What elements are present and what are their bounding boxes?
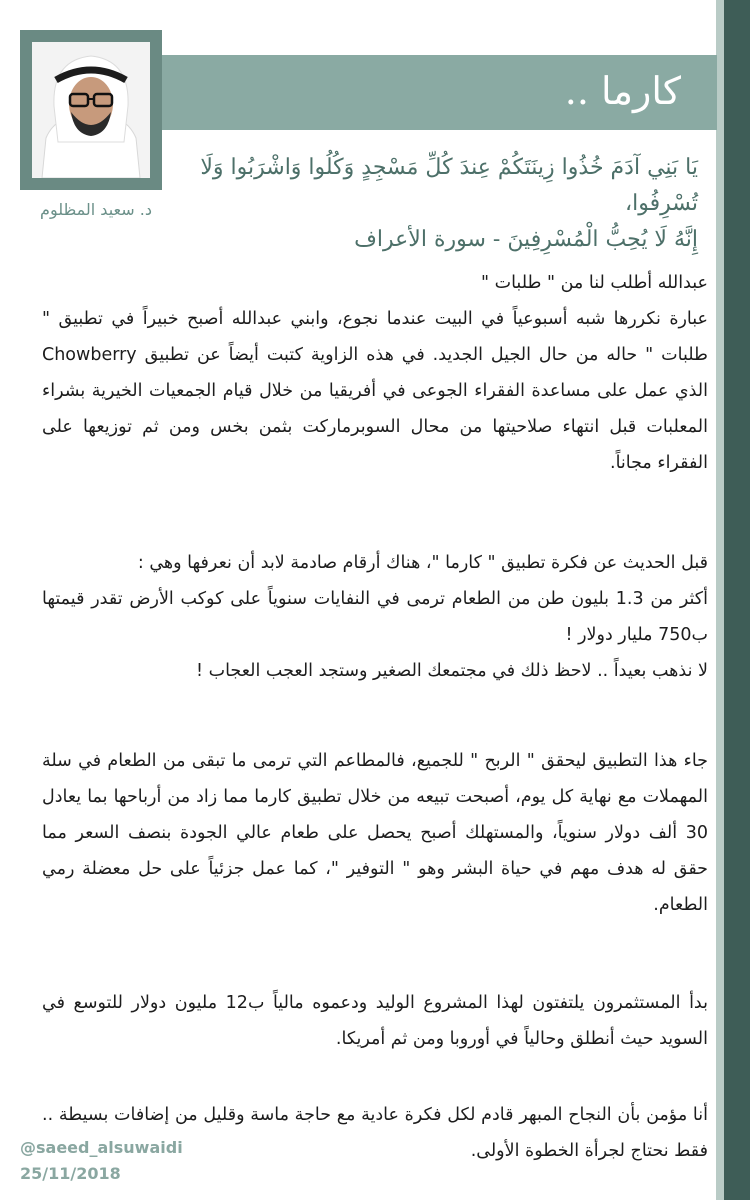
paragraph-3-text: جاء هذا التطبيق ليحقق " الربح " للجميع، فالمطاعم التي ترمى ما تبقى من الطعام في سلة المهملات مع نهاية كل يوم، أصبحت تبيعه من خلال تطبيق كارما مما زاد من أرباحها بما يعادل 30 ألف دولار سنوياً، والمستهلك أصبح يحصل على طعام عالي الجودة بنصف السعر مما حقق له هدف مهم في حياة البشر وهو " التوفير "، كما عمل جزئياً على حل معضلة رمي الطعام. [42,751,708,915]
paragraph-2-line-3: لا نذهب بعيداً .. لاحظ ذلك في مجتمعك الصغير وستجد العجب العجاب ! [196,661,708,681]
verse-line-2: إِنَّهُ لَا يُحِبُّ الْمُسْرِفِينَ - سورة الأعراف [354,227,698,252]
right-accent-strip-light [716,0,724,1200]
verse-line-1: يَا بَنِي آدَمَ خُذُوا زِينَتَكُمْ عِندَ كُلِّ مَسْجِدٍ وَكُلُوا وَاشْرَبُوا وَلَا تُسْرِفُوا، [200,155,698,216]
author-photo-frame [20,30,162,190]
article-title: كارما .. [564,69,681,113]
author-name: د. سعيد المظلوم [40,200,152,219]
author-photo [32,42,150,178]
paragraph-1 [42,265,708,481]
publish-date: 25/11/2018 [20,1164,121,1183]
right-accent-strip-dark [724,0,750,1200]
quran-verse [150,150,698,258]
paragraph-2-line-2: أكثر من 1.3 بليون طن من الطعام ترمى في النفايات سنوياً على كوكب الأرض تقدر قيمتها ب750 مليار دولار ! [42,589,708,645]
title-banner [160,55,717,130]
paragraph-4 [42,985,708,1057]
paragraph-2-line-1: قبل الحديث عن فكرة تطبيق " كارما "، هناك أرقام صادمة لابد أن نعرفها وهي : [137,553,708,573]
author-portrait-icon [32,42,150,178]
paragraph-1-line-1: عبدالله أطلب لنا من " طلبات " [481,273,708,293]
paragraph-5 [42,1097,708,1169]
paragraph-2 [42,545,708,689]
paragraph-1-body: عبارة نكررها شبه أسبوعياً في البيت عندما نجوع، وابني عبدالله أصبح خبيراً في تطبيق " طلبات " حاله من حال الجيل الجديد. في هذه الزاوية كتبت أيضاً عن تطبيق Chowberry الذي عمل على مساعدة الفقراء الجوعى في أفريقيا من خلال قيام الجمعيات الخيرية بشراء المعلبات قبل انتهاء صلاحيتها من محال السوبرماركت بثمن بخس ومن ثم توزيعها على الفقراء مجاناً. [42,309,708,473]
paragraph-4-text: بدأ المستثمرون يلتفتون لهذا المشروع الوليد ودعموه مالياً ب12 مليون دولار للتوسع في السويد حيث أنطلق وحالياً في أوروبا ومن ثم أمريكا. [42,993,708,1049]
twitter-handle: @saeed_alsuwaidi [20,1138,183,1157]
paragraph-5-text: أنا مؤمن بأن النجاح المبهر قادم لكل فكرة عادية مع حاجة ماسة وقليل من إضافات بسيطة .. فقط نحتاج لجرأة الخطوة الأولى. [42,1105,708,1161]
paragraph-3 [42,743,708,923]
